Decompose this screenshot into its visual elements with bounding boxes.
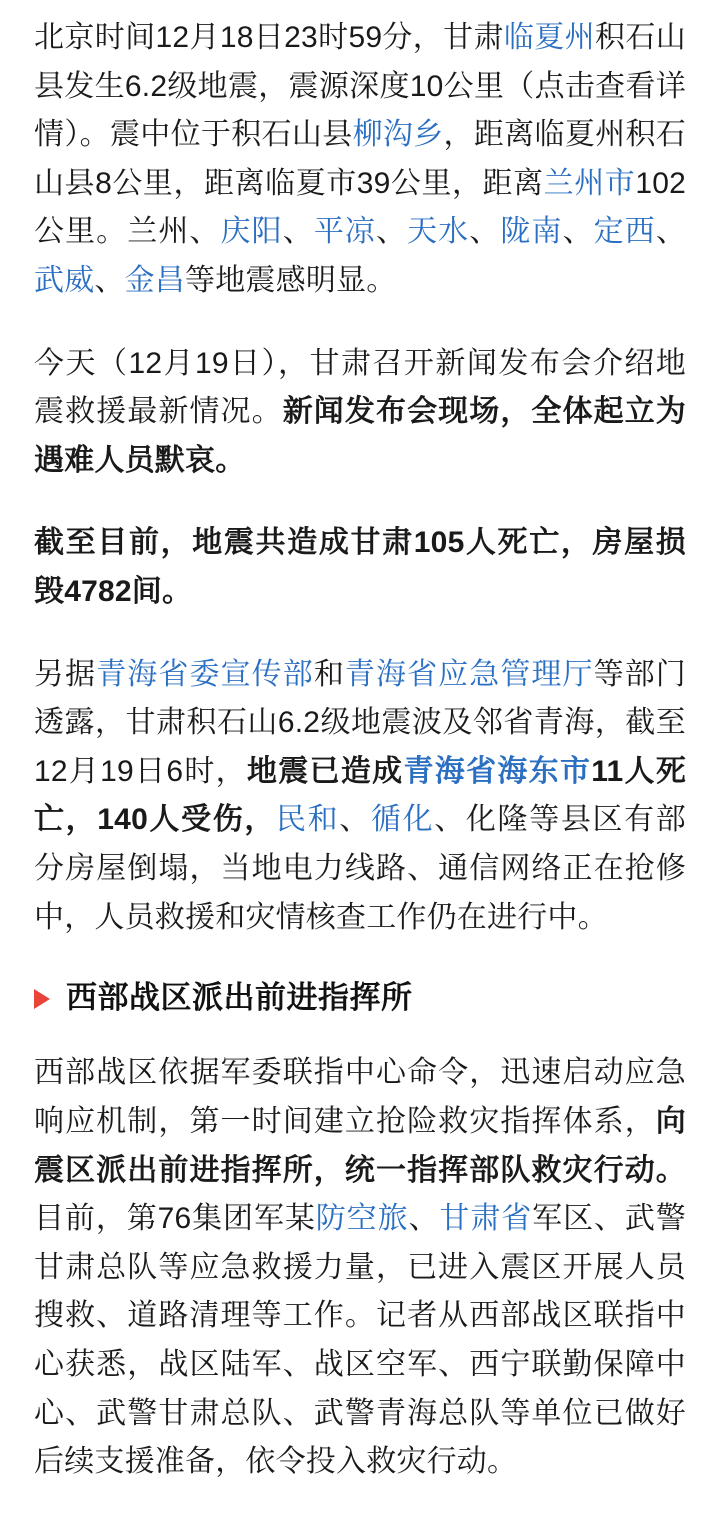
inline-link[interactable]: 民和: [276, 803, 340, 837]
text-run: 目前，第76集团军某: [34, 1202, 316, 1236]
text-run: 、化隆等县区有部分房屋倒塌，当地电力线路、通信网络正在抢修中，人员救援和灾情核查工作仍在进行中。: [34, 803, 686, 934]
paragraph: [34, 1049, 686, 1486]
text-run: 另据: [34, 657, 97, 691]
text-run: 今天（12月19日），甘肃召开新闻发布会介绍地震救援最新情况。: [34, 346, 686, 429]
paragraph: [34, 340, 686, 486]
triangle-bullet-icon: [34, 989, 50, 1009]
inline-link[interactable]: 陇南: [500, 215, 563, 249]
paragraph: [34, 651, 686, 943]
emphasis-text: 11人死亡，140人受伤，: [34, 754, 687, 837]
section-title: 西部战区派出前进指挥所: [66, 980, 413, 1016]
text-run: 、: [655, 215, 687, 249]
inline-link[interactable]: 定西: [593, 215, 656, 249]
paragraph: [34, 519, 686, 616]
text-run: 102公里。兰州、: [34, 166, 686, 249]
inline-link[interactable]: 武威: [34, 263, 95, 297]
text-run: 、: [282, 215, 314, 249]
text-run: 、: [94, 263, 125, 297]
paragraph: [34, 14, 686, 306]
text-run: 、: [339, 803, 371, 837]
text-run: 、: [408, 1202, 440, 1236]
emphasis-text: 地震已造成: [246, 754, 404, 788]
section-heading: [34, 976, 686, 1019]
text-run: 北京时间12月18日23时59分，甘肃: [34, 21, 504, 54]
text-run: 、: [562, 215, 594, 249]
inline-link[interactable]: 庆阳: [220, 215, 283, 249]
inline-link[interactable]: 金昌: [124, 263, 186, 297]
inline-link[interactable]: 平凉: [313, 215, 376, 249]
text-run: 和: [313, 657, 345, 691]
text-run: 、: [376, 215, 408, 249]
text-run: 军区、武警甘肃总队等应急救援力量，已进入震区开展人员搜救、道路清理等工作。记者从西部战区联指中心获悉，战区陆军、战区空军、西宁联勤保障中心、武警甘肃总队、武警青海总队等单位已做好后续支援准备，依令投入救灾行动。: [34, 1202, 686, 1479]
emphasis-text: 向震区派出前进指挥所，统一指挥部队救灾行动。: [34, 1105, 686, 1187]
inline-link[interactable]: 天水: [407, 215, 470, 249]
inline-link[interactable]: 临夏州: [503, 21, 596, 54]
inline-link[interactable]: 甘肃省: [439, 1202, 533, 1236]
text-run: 、: [469, 215, 501, 249]
text-run: 积石山县发生6.2级地震，震源深度10公里（点击查看详情）。震中位于积石山县: [34, 21, 686, 152]
inline-link[interactable]: 兰州市: [543, 166, 636, 200]
inline-link[interactable]: 柳沟乡: [352, 118, 444, 152]
text-run: 等地震感明显。: [185, 263, 397, 297]
inline-link[interactable]: 防空旅: [315, 1202, 409, 1236]
inline-link[interactable]: 青海省海东市: [403, 754, 592, 788]
text-run: 等部门透露，甘肃积石山6.2级地震波及邻省青海，截至12月19日6时，: [34, 657, 687, 788]
text-run: 西部战区依据军委联指中心命令，迅速启动应急响应机制，第一时间建立抢险救灾指挥体系，: [34, 1056, 686, 1139]
inline-link[interactable]: 循化: [370, 803, 435, 837]
emphasis-text: 新闻发布会现场，全体起立为遇难人员默哀。: [34, 395, 686, 477]
emphasis-text: 截至目前，地震共造成甘肃105人死亡，房屋损毁4782间。: [34, 526, 686, 608]
inline-link[interactable]: 青海省应急管理厅: [344, 657, 594, 691]
text-run: ，距离临夏州积石山县8公里，距离临夏市39公里，距离: [34, 118, 686, 200]
inline-link[interactable]: 青海省委宣传部: [96, 657, 314, 691]
